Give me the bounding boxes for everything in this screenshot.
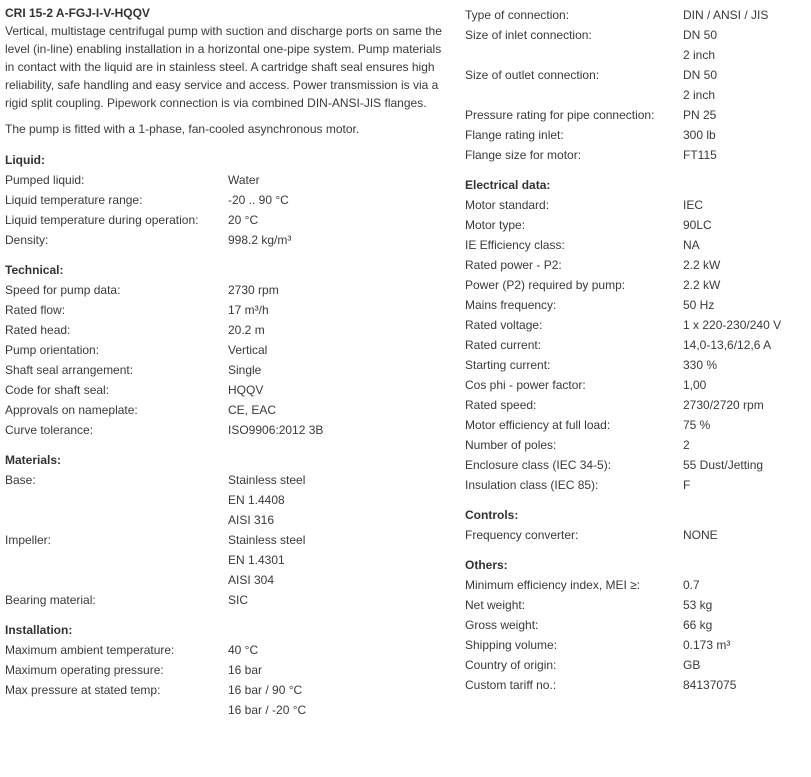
spec-row (465, 255, 811, 275)
spec-values (683, 255, 720, 275)
spec-value: 16 bar (228, 663, 263, 677)
product-description (5, 22, 445, 138)
spec-row (465, 145, 811, 165)
spec-value: ISO9906:2012 3B (228, 423, 324, 437)
spec-value: 998.2 kg/m³ (228, 233, 292, 247)
spec-row (5, 280, 445, 300)
spec-section-connections (465, 5, 811, 165)
spec-label: Maximum ambient temperature: (5, 643, 175, 657)
spec-values (228, 420, 323, 440)
spec-row (465, 435, 811, 455)
spec-label: Motor efficiency at full load: (465, 418, 611, 432)
spec-row (465, 415, 811, 435)
spec-row (465, 455, 811, 475)
spec-values (683, 5, 768, 25)
spec-label: Code for shaft seal: (5, 383, 110, 397)
spec-value: 2 inch (683, 88, 716, 102)
spec-value: IEC (683, 198, 704, 212)
spec-label: Enclosure class (IEC 34-5): (465, 458, 612, 472)
spec-values (683, 655, 700, 675)
spec-value: 66 kg (683, 618, 713, 632)
section-heading: Liquid: (5, 153, 45, 167)
spec-label: Gross weight: (465, 618, 539, 632)
spec-value: Stainless steel (228, 473, 306, 487)
spec-values (683, 355, 717, 375)
spec-values (683, 455, 763, 475)
spec-value: 1,00 (683, 378, 707, 392)
spec-values (228, 640, 258, 660)
spec-label: Rated speed: (465, 398, 537, 412)
spec-row (5, 170, 445, 190)
spec-row (465, 635, 811, 655)
spec-label: Rated voltage: (465, 318, 543, 332)
spec-value: 2.2 kW (683, 258, 721, 272)
spec-label: Base: (5, 473, 36, 487)
spec-value: 0.7 (683, 578, 700, 592)
spec-row (465, 375, 811, 395)
spec-row (465, 125, 811, 145)
spec-values (228, 340, 267, 360)
spec-value: GB (683, 658, 701, 672)
spec-label: Shaft seal arrangement: (5, 363, 134, 377)
spec-value: Stainless steel (228, 533, 306, 547)
spec-values (683, 335, 771, 355)
spec-row (465, 395, 811, 415)
section-heading: Others: (465, 558, 508, 572)
spec-value: EN 1.4301 (228, 553, 285, 567)
spec-row (465, 235, 811, 255)
spec-row (465, 105, 811, 125)
spec-values (683, 395, 764, 415)
section-heading: Materials: (5, 453, 62, 467)
spec-row (5, 470, 445, 530)
description-paragraph: The pump is fitted with a 1-phase, fan-cooled asynchronous motor. (5, 122, 360, 136)
spec-value: HQQV (228, 383, 264, 397)
spec-values (228, 360, 261, 380)
spec-values (683, 25, 717, 65)
spec-value: NA (683, 238, 700, 252)
right-column (465, 0, 811, 695)
spec-row (5, 420, 445, 440)
spec-values (228, 590, 248, 610)
spec-values (683, 215, 712, 235)
spec-values (228, 320, 265, 340)
spec-section-materials (5, 450, 445, 610)
spec-label: Speed for pump data: (5, 283, 121, 297)
spec-label: Rated current: (465, 338, 542, 352)
spec-label: Net weight: (465, 598, 526, 612)
section-heading: Electrical data: (465, 178, 551, 192)
spec-label: Insulation class (IEC 85): (465, 478, 599, 492)
spec-value: DIN / ANSI / JIS (683, 8, 769, 22)
spec-row (465, 25, 811, 65)
spec-value: 84137075 (683, 678, 737, 692)
spec-label: Custom tariff no.: (465, 678, 557, 692)
spec-values (683, 475, 690, 495)
spec-label: Size of inlet connection: (465, 28, 592, 42)
spec-label: Flange size for motor: (465, 148, 582, 162)
spec-value: 16 bar / 90 °C (228, 683, 303, 697)
spec-values (683, 415, 710, 435)
spec-value: PN 25 (683, 108, 717, 122)
spec-label: Rated flow: (5, 303, 66, 317)
spec-label: Number of poles: (465, 438, 557, 452)
spec-section-controls (465, 505, 811, 545)
spec-values (683, 525, 718, 545)
spec-value: FT115 (683, 148, 717, 162)
spec-values (228, 300, 269, 320)
spec-label: IE Efficiency class: (465, 238, 565, 252)
spec-value: DN 50 (683, 68, 718, 82)
spec-value: 14,0-13,6/12,6 A (683, 338, 772, 352)
spec-label: Curve tolerance: (5, 423, 94, 437)
spec-section-others (465, 555, 811, 695)
left-spec-sections (5, 150, 445, 720)
spec-row (465, 65, 811, 105)
spec-row (465, 315, 811, 335)
spec-values (228, 230, 291, 250)
spec-label: Impeller: (5, 533, 52, 547)
spec-value: CE, EAC (228, 403, 277, 417)
spec-row (5, 320, 445, 340)
spec-values (228, 470, 305, 530)
spec-value: 2 (683, 438, 690, 452)
spec-row (465, 5, 811, 25)
spec-row (5, 190, 445, 210)
spec-label: Power (P2) required by pump: (465, 278, 626, 292)
spec-label: Shipping volume: (465, 638, 558, 652)
spec-values (683, 235, 700, 255)
spec-section-liquid (5, 150, 445, 250)
spec-label: Max pressure at stated temp: (5, 683, 161, 697)
spec-values (683, 295, 714, 315)
spec-values (228, 170, 260, 190)
spec-values (228, 210, 258, 230)
spec-values (683, 125, 716, 145)
spec-label: Motor standard: (465, 198, 550, 212)
spec-values (228, 400, 276, 420)
spec-value: F (683, 478, 691, 492)
spec-value: 1 x 220-230/240 V (683, 318, 782, 332)
spec-row (465, 215, 811, 235)
spec-value: 2730 rpm (228, 283, 279, 297)
spec-row (5, 340, 445, 360)
spec-value: 2 inch (683, 48, 716, 62)
section-heading: Installation: (5, 623, 73, 637)
spec-value: 90LC (683, 218, 712, 232)
spec-label: Maximum operating pressure: (5, 663, 164, 677)
spec-value: AISI 304 (228, 573, 275, 587)
spec-value: 300 lb (683, 128, 716, 142)
spec-row (465, 295, 811, 315)
spec-row (465, 525, 811, 545)
description-paragraph: Vertical, multistage centrifugal pump with suction and discharge ports on same the level (in-line) enabling installation in a horizontal one-pipe system. Pump materials in contact with the liquid are in stainless steel. A cartridge shaft seal ensures high reliability, safe handling and easy service and access. Power transmission is via a rigid split coupling. Pipework connection is via combined DIN-ANSI-JIS flanges. (5, 24, 442, 110)
spec-value: 17 m³/h (228, 303, 269, 317)
spec-values (683, 595, 712, 615)
spec-value: 53 kg (683, 598, 713, 612)
spec-values (228, 660, 262, 680)
spec-row (5, 360, 445, 380)
spec-value: -20 .. 90 °C (228, 193, 289, 207)
spec-values (683, 615, 712, 635)
spec-values (228, 190, 289, 210)
spec-label: Type of connection: (465, 8, 570, 22)
spec-label: Minimum efficiency index, MEI ≥: (465, 578, 641, 592)
spec-row (5, 300, 445, 320)
product-title: CRI 15-2 A-FGJ-I-V-HQQV (5, 6, 150, 20)
spec-label: Bearing material: (5, 593, 96, 607)
spec-value: 330 % (683, 358, 718, 372)
spec-row (465, 615, 811, 635)
spec-value: EN 1.4408 (228, 493, 285, 507)
spec-label: Liquid temperature during operation: (5, 213, 199, 227)
spec-label: Starting current: (465, 358, 551, 372)
spec-values (683, 145, 717, 165)
spec-row (5, 660, 445, 680)
spec-label: Liquid temperature range: (5, 193, 143, 207)
spec-row (5, 380, 445, 400)
section-heading: Technical: (5, 263, 64, 277)
section-heading: Controls: (465, 508, 519, 522)
spec-values (683, 105, 716, 125)
spec-values (683, 65, 717, 105)
spec-values (228, 530, 305, 590)
spec-values (683, 375, 706, 395)
spec-row (465, 335, 811, 355)
spec-label: Pump orientation: (5, 343, 100, 357)
spec-row (465, 655, 811, 675)
spec-label: Approvals on nameplate: (5, 403, 138, 417)
spec-values (683, 675, 736, 695)
spec-row (5, 400, 445, 420)
spec-value: 50 Hz (683, 298, 715, 312)
spec-section-technical (5, 260, 445, 440)
spec-label: Frequency converter: (465, 528, 579, 542)
spec-values (683, 635, 730, 655)
spec-row (5, 230, 445, 250)
spec-row (5, 680, 445, 720)
spec-values (683, 315, 781, 335)
right-spec-sections (465, 5, 811, 695)
spec-label: Pumped liquid: (5, 173, 85, 187)
spec-label: Cos phi - power factor: (465, 378, 586, 392)
spec-row (465, 355, 811, 375)
spec-values (228, 280, 279, 300)
left-column (5, 0, 445, 720)
spec-label: Pressure rating for pipe connection: (465, 108, 655, 122)
spec-value: SIC (228, 593, 249, 607)
spec-section-electrical-data (465, 175, 811, 495)
spec-label: Flange rating inlet: (465, 128, 564, 142)
spec-value: Vertical (228, 343, 268, 357)
spec-values (228, 380, 263, 400)
spec-label: Size of outlet connection: (465, 68, 600, 82)
spec-value: 55 Dust/Jetting (683, 458, 764, 472)
spec-row (5, 210, 445, 230)
spec-value: NONE (683, 528, 718, 542)
spec-value: DN 50 (683, 28, 718, 42)
spec-value: 40 °C (228, 643, 259, 657)
spec-row (5, 640, 445, 660)
spec-label: Motor type: (465, 218, 526, 232)
spec-row (465, 575, 811, 595)
spec-row (5, 590, 445, 610)
spec-value: Water (228, 173, 260, 187)
spec-section-installation (5, 620, 445, 720)
spec-label: Rated power - P2: (465, 258, 562, 272)
spec-value: 2.2 kW (683, 278, 721, 292)
spec-values (228, 680, 306, 720)
spec-row (465, 595, 811, 615)
spec-values (683, 575, 700, 595)
spec-label: Rated head: (5, 323, 71, 337)
spec-label: Density: (5, 233, 49, 247)
spec-values (683, 275, 720, 295)
spec-value: AISI 316 (228, 513, 275, 527)
spec-row (465, 475, 811, 495)
spec-value: 20.2 m (228, 323, 265, 337)
spec-label: Country of origin: (465, 658, 557, 672)
spec-value: 75 % (683, 418, 711, 432)
spec-value: 0.173 m³ (683, 638, 731, 652)
spec-value: Single (228, 363, 262, 377)
spec-values (683, 435, 690, 455)
spec-value: 2730/2720 rpm (683, 398, 764, 412)
spec-row (465, 195, 811, 215)
spec-row (465, 675, 811, 695)
spec-row (5, 530, 445, 590)
spec-value: 20 °C (228, 213, 259, 227)
spec-row (465, 275, 811, 295)
spec-value: 16 bar / -20 °C (228, 703, 307, 717)
spec-label: Mains frequency: (465, 298, 557, 312)
spec-values (683, 195, 703, 215)
